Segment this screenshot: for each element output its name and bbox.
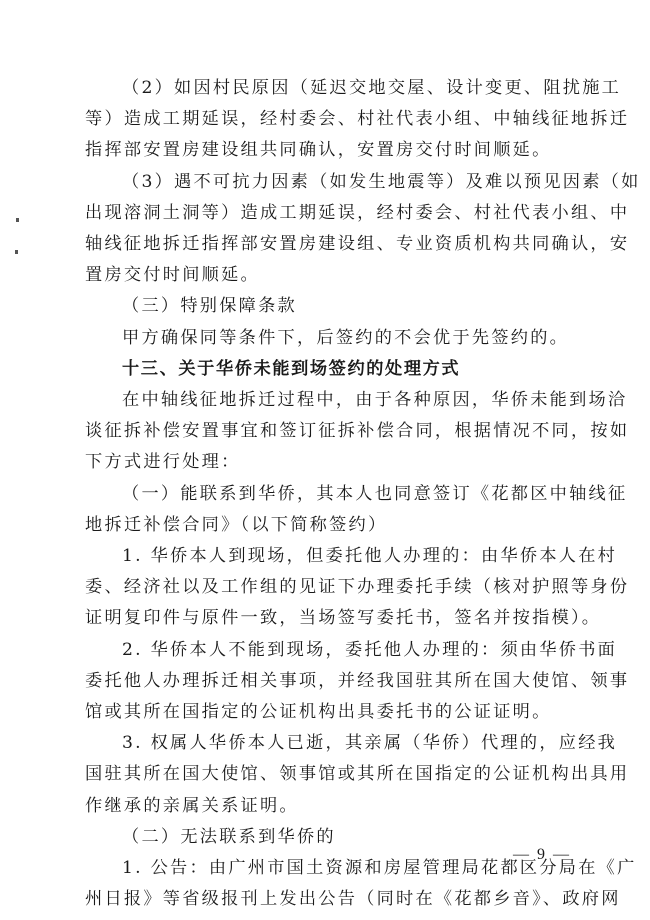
body-text-line: 出现溶洞土洞等）造成工期延误，经村委会、村社代表小组、中 xyxy=(85,202,630,223)
body-text-line: 指挥部安置房建设组共同确认，安置房交付时间顺延。 xyxy=(85,140,552,161)
body-text-line: （三）特别保障条款 xyxy=(122,296,297,317)
body-text-line: 国驻其所在国大使馆、领事馆或其所在国指定的公证机构出具用 xyxy=(85,764,630,785)
body-text-line: 1. 华侨本人到现场，但委托他人办理的：由华侨本人在村 xyxy=(122,546,618,566)
body-text-line: 在中轴线征地拆迁过程中，由于各种原因，华侨未能到场洽 xyxy=(122,390,628,410)
margin-mark xyxy=(16,218,19,222)
page-number: — 9 — xyxy=(513,846,571,863)
section-heading: 十三、关于华侨未能到场签约的处理方式 xyxy=(122,358,461,379)
body-text-line: 2. 华侨本人不能到现场，委托他人办理的：须由华侨书面 xyxy=(122,639,618,660)
margin-mark xyxy=(15,250,18,254)
body-text-line: 委托他人办理拆迁相关事项，并经我国驻其所在国大使馆、领事 xyxy=(85,670,630,691)
body-text-line: （2）如因村民原因（延迟交地交屋、设计变更、阻扰施工 xyxy=(122,78,622,98)
body-text-line: 等）造成工期延误，经村委会、村社代表小组、中轴线征地拆迁 xyxy=(85,109,630,130)
body-text-line: 委、经济社以及工作组的见证下办理委托手续（核对护照等身份 xyxy=(85,577,630,598)
body-text-line: 作继承的亲属关系证明。 xyxy=(85,795,299,816)
body-text-line: 轴线征地拆迁指挥部安置房建设组、专业资质机构共同确认，安 xyxy=(85,234,630,254)
body-text-line: 甲方确保同等条件下，后签约的不会优于先签约的。 xyxy=(122,327,570,348)
body-text-line: 3. 权属人华侨本人已逝，其亲属（华侨）代理的，应经我 xyxy=(122,733,618,754)
body-text-line: （一）能联系到华侨，其本人也同意签订《花都区中轴线征 xyxy=(122,483,628,504)
body-text-line: 谈征拆补偿安置事宜和签订征拆补偿合同，根据情况不同，按如 xyxy=(85,421,630,442)
body-text-line: 证明复印件与原件一致，当场签写委托书，签名并按指模）。 xyxy=(85,608,602,629)
body-text-line: 置房交付时间顺延。 xyxy=(85,265,260,286)
body-text-line: 地拆迁补偿合同》（以下简称签约） xyxy=(85,514,388,535)
body-text-line: 馆或其所在国指定的公证机构出具委托书的公证证明。 xyxy=(85,702,552,722)
body-text-line: 1. 公告：由广州市国土资源和房屋管理局花都区分局在《广 xyxy=(122,858,637,878)
body-text-line: 州日报》等省级报刊上发出公告（同时在《花都乡音》、政府网 xyxy=(85,889,621,910)
body-text-line: 下方式进行处理： xyxy=(85,452,241,473)
body-text-line: （3）遇不可抗力因素（如发生地震等）及难以预见因素（如 xyxy=(122,171,641,192)
body-text-line: （二）无法联系到华侨的 xyxy=(122,826,336,847)
